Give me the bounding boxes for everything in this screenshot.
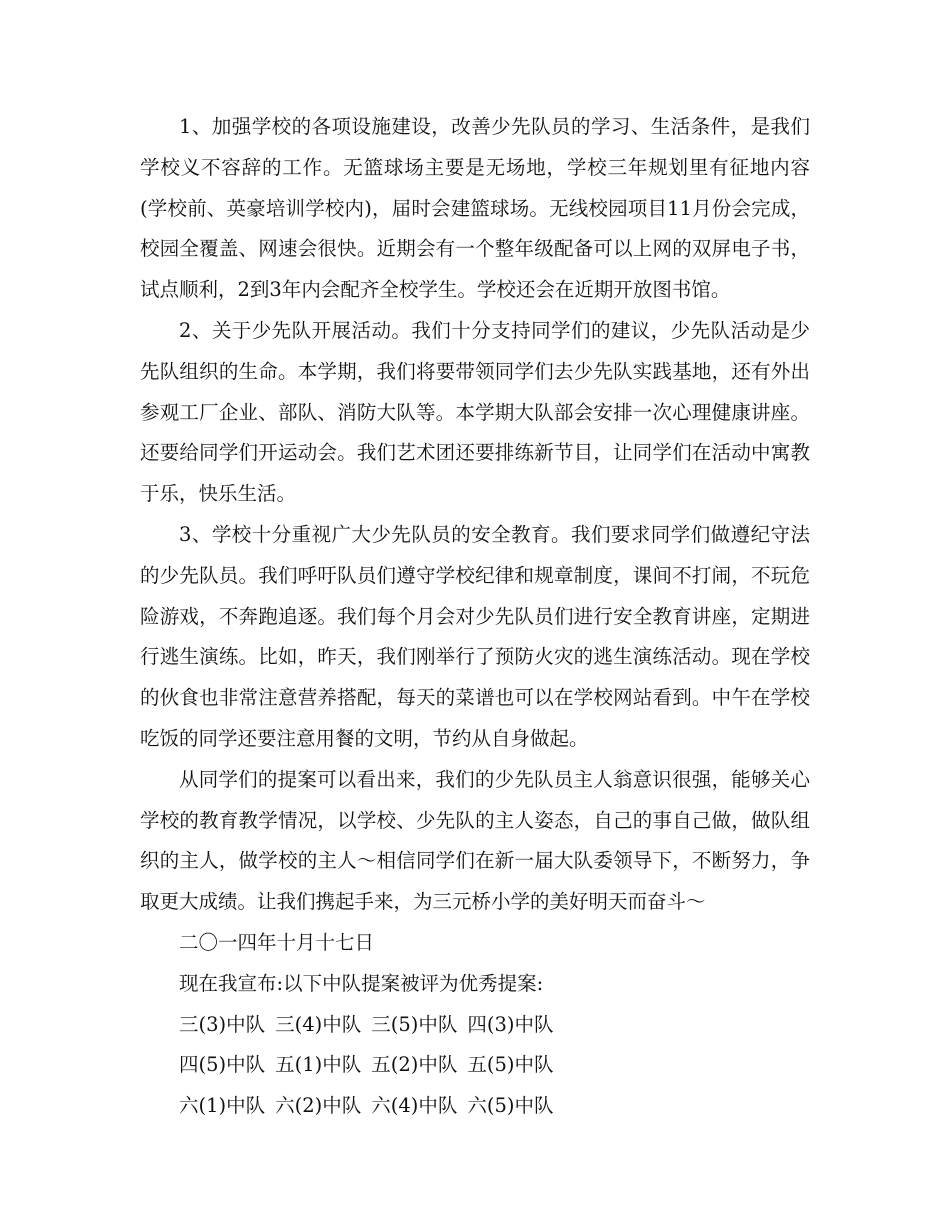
squad-name: 五(5)中队 bbox=[467, 1053, 554, 1077]
document-body bbox=[140, 107, 810, 1127]
paragraph-activities: 2、关于少先队开展活动。我们十分支持同学们的建议，少先队活动是少先队组织的生命。本学期，我们将要带领同学们去少先队实践基地，还有外出参观工厂企业、部队、消防大队等。本学期大队部会安排一次心理健康讲座。还要给同学们开运动会。我们艺术团还要排练新节目，让同学们在活动中寓教于乐，快乐生活。 bbox=[140, 318, 810, 506]
squad-name: 三(3)中队 bbox=[179, 1012, 266, 1036]
squad-name: 六(4)中队 bbox=[371, 1094, 458, 1118]
squad-name: 六(5)中队 bbox=[467, 1094, 554, 1118]
announcement-text: 现在我宣布:以下中队提案被评为优秀提案: bbox=[179, 971, 544, 995]
squad-name: 四(3)中队 bbox=[467, 1012, 554, 1036]
squad-name: 五(2)中队 bbox=[371, 1053, 458, 1077]
squad-name: 三(4)中队 bbox=[275, 1012, 362, 1036]
squad-row bbox=[140, 1086, 810, 1127]
squad-name: 六(2)中队 bbox=[275, 1094, 362, 1118]
squad-name: 四(5)中队 bbox=[179, 1053, 266, 1077]
squad-name: 六(1)中队 bbox=[179, 1094, 266, 1118]
squad-name: 三(5)中队 bbox=[371, 1012, 458, 1036]
paragraph-conclusion: 从同学们的提案可以看出来，我们的少先队员主人翁意识很强，能够关心学校的教育教学情况，以学校、少先队的主人姿态，自己的事自己做，做队组织的主人，做学校的主人～相信同学们在新一届大队委领导下，不断努力，争取更大成绩。让我们携起手来，为三元桥小学的美好明天而奋斗～ bbox=[140, 767, 810, 914]
paragraph-safety: 3、学校十分重视广大少先队员的安全教育。我们要求同学们做遵纪守法的少先队员。我们呼吁队员们遵守学校纪律和规章制度，课间不打闹，不玩危险游戏，不奔跑追逐。我们每个月会对少先队员们进行安全教育讲座，定期进行逃生演练。比如，昨天，我们刚举行了预防火灾的逃生演练活动。现在学校的伙食也非常注意营养搭配，每天的菜谱也可以在学校网站看到。中午在学校吃饭的同学还要注意用餐的文明，节约从自身做起。 bbox=[140, 522, 810, 750]
document-date: 二〇一四年十月十七日 bbox=[179, 930, 375, 954]
squad-row bbox=[140, 1005, 810, 1046]
squad-row bbox=[140, 1045, 810, 1086]
paragraph-facilities: 1、加强学校的各项设施建设，改善少先队员的学习、生活条件，是我们学校义不容辞的工作。无篮球场主要是无场地，学校三年规划里有征地内容(学校前、英豪培训学校内)，届时会建篮球场。无线校园项目11月份会完成，校园全覆盖、网速会很快。近期会有一个整年级配备可以上网的双屏电子书，试点顺利，2到3年内会配齐全校学生。学校还会在近期开放图书馆。 bbox=[140, 115, 810, 302]
squad-name: 五(1)中队 bbox=[275, 1053, 362, 1077]
